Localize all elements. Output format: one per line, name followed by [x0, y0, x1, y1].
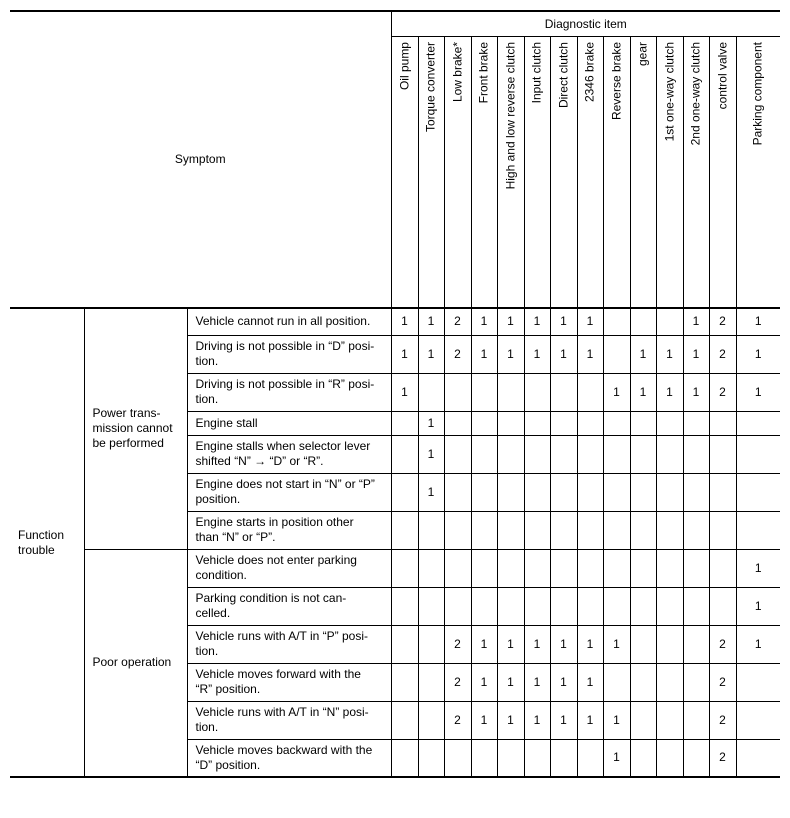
value-cell: 1	[736, 549, 780, 587]
diagnostic-item-header-cell	[603, 37, 630, 309]
value-cell: 1	[391, 373, 418, 411]
diagnostic-item-header-cell	[550, 37, 577, 309]
header-row-top	[10, 11, 780, 37]
value-cell	[550, 587, 577, 625]
value-cell	[471, 473, 497, 511]
value-cell: 2	[709, 701, 736, 739]
value-cell: 2	[444, 663, 471, 701]
value-cell	[444, 739, 471, 777]
symptom-cell: Vehicle runs with A/T in “P” posi- tion.	[187, 625, 391, 663]
value-cell	[736, 701, 780, 739]
value-cell: 1	[577, 308, 603, 335]
value-cell	[630, 739, 656, 777]
value-cell	[709, 411, 736, 435]
value-cell: 1	[550, 335, 577, 373]
value-cell	[391, 587, 418, 625]
symptom-cell: Vehicle moves forward with the “R” position.	[187, 663, 391, 701]
value-cell: 1	[418, 335, 444, 373]
value-cell	[471, 587, 497, 625]
value-cell: 2	[709, 663, 736, 701]
value-cell	[709, 511, 736, 549]
diagnostic-table	[10, 10, 780, 778]
diagnostic-item-label: Torque converter	[423, 42, 438, 133]
value-cell	[444, 473, 471, 511]
diagnostic-item-header-cell	[683, 37, 709, 309]
value-cell: 2	[444, 625, 471, 663]
diagnostic-item-label: Low brake*	[450, 42, 464, 103]
symptom-cell: Driving is not possible in “R” posi- tion.	[187, 373, 391, 411]
value-cell	[524, 511, 550, 549]
symptom-cell: Vehicle cannot run in all position.	[187, 308, 391, 335]
diagnostic-item-label: Oil pump	[397, 42, 411, 91]
subgroup-poor-operation: Poor operation	[84, 549, 187, 777]
value-cell	[683, 511, 709, 549]
value-cell	[550, 473, 577, 511]
value-cell	[418, 739, 444, 777]
value-cell	[630, 701, 656, 739]
value-cell	[391, 625, 418, 663]
value-cell	[550, 435, 577, 473]
value-cell	[471, 373, 497, 411]
value-cell	[656, 549, 683, 587]
symptom-cell: Engine stall	[187, 411, 391, 435]
value-cell	[603, 411, 630, 435]
diagnostic-item-label: High and low reverse clutch	[503, 42, 517, 190]
symptom-cell: Vehicle runs with A/T in “N” posi- tion.	[187, 701, 391, 739]
symptom-cell: Vehicle moves backward with the “D” position.	[187, 739, 391, 777]
value-cell: 1	[418, 435, 444, 473]
value-cell	[683, 701, 709, 739]
value-cell: 1	[736, 308, 780, 335]
value-cell: 1	[524, 663, 550, 701]
value-cell	[391, 663, 418, 701]
value-cell: 1	[471, 663, 497, 701]
value-cell: 1	[577, 335, 603, 373]
value-cell	[418, 663, 444, 701]
value-cell: 1	[524, 701, 550, 739]
diagnostic-item-header-cell	[497, 37, 524, 309]
value-cell	[524, 435, 550, 473]
value-cell	[524, 411, 550, 435]
value-cell	[444, 549, 471, 587]
diagnostic-item-header-cell	[656, 37, 683, 309]
diagnostic-item-label: 1st one-way clutch	[662, 42, 676, 142]
value-cell	[709, 435, 736, 473]
value-cell: 1	[577, 701, 603, 739]
value-cell	[550, 373, 577, 411]
value-cell	[391, 511, 418, 549]
value-cell	[418, 511, 444, 549]
value-cell	[418, 587, 444, 625]
value-cell	[656, 473, 683, 511]
diagnostic-item-header: Diagnostic item	[391, 11, 780, 37]
value-cell	[683, 435, 709, 473]
table-row	[10, 549, 780, 587]
value-cell	[736, 511, 780, 549]
value-cell	[630, 511, 656, 549]
value-cell	[736, 473, 780, 511]
value-cell: 2	[709, 625, 736, 663]
value-cell	[444, 411, 471, 435]
value-cell: 1	[471, 701, 497, 739]
value-cell: 1	[736, 373, 780, 411]
value-cell: 1	[418, 411, 444, 435]
value-cell	[497, 435, 524, 473]
diagnostic-item-label: 2346 brake	[582, 42, 597, 103]
value-cell	[577, 411, 603, 435]
diagnostic-item-header-cell	[524, 37, 550, 309]
value-cell	[444, 435, 471, 473]
group-function-trouble: Function trouble	[10, 308, 84, 777]
value-cell	[603, 587, 630, 625]
table-row	[10, 308, 780, 335]
value-cell	[391, 701, 418, 739]
value-cell: 1	[656, 335, 683, 373]
value-cell	[630, 625, 656, 663]
diagnostic-item-label: Front brake	[476, 42, 491, 104]
value-cell: 1	[418, 308, 444, 335]
value-cell	[497, 739, 524, 777]
value-cell	[471, 435, 497, 473]
value-cell: 1	[497, 625, 524, 663]
value-cell: 1	[391, 308, 418, 335]
value-cell	[497, 411, 524, 435]
value-cell	[656, 663, 683, 701]
value-cell: 1	[683, 335, 709, 373]
value-cell: 1	[497, 701, 524, 739]
diagnostic-item-label: Direct clutch	[556, 42, 570, 109]
value-cell: 1	[550, 663, 577, 701]
value-cell: 1	[550, 308, 577, 335]
value-cell: 1	[656, 373, 683, 411]
value-cell	[471, 549, 497, 587]
value-cell	[683, 739, 709, 777]
value-cell	[524, 739, 550, 777]
value-cell	[630, 663, 656, 701]
value-cell	[418, 549, 444, 587]
value-cell: 2	[709, 335, 736, 373]
value-cell	[418, 701, 444, 739]
value-cell	[656, 587, 683, 625]
value-cell	[683, 473, 709, 511]
diagnostic-item-label: Input clutch	[529, 42, 544, 104]
value-cell	[630, 473, 656, 511]
value-cell	[709, 473, 736, 511]
value-cell	[683, 549, 709, 587]
value-cell	[497, 373, 524, 411]
value-cell	[418, 373, 444, 411]
value-cell: 1	[736, 625, 780, 663]
value-cell	[656, 308, 683, 335]
value-cell: 1	[683, 373, 709, 411]
value-cell	[524, 373, 550, 411]
value-cell: 2	[709, 308, 736, 335]
value-cell	[444, 373, 471, 411]
value-cell: 2	[709, 739, 736, 777]
value-cell	[736, 739, 780, 777]
value-cell	[577, 473, 603, 511]
value-cell	[471, 511, 497, 549]
value-cell	[577, 587, 603, 625]
value-cell	[550, 511, 577, 549]
value-cell: 1	[603, 625, 630, 663]
value-cell	[391, 435, 418, 473]
value-cell	[683, 625, 709, 663]
value-cell: 1	[630, 373, 656, 411]
symptom-cell: Parking condition is not can- celled.	[187, 587, 391, 625]
value-cell	[630, 435, 656, 473]
diagnostic-item-header-cell	[736, 37, 780, 309]
value-cell	[391, 411, 418, 435]
diagnostic-item-header-cell	[709, 37, 736, 309]
value-cell	[630, 549, 656, 587]
value-cell	[603, 663, 630, 701]
subgroup-power-transmission: Power trans- mission cannot be performed	[84, 308, 187, 549]
value-cell: 1	[418, 473, 444, 511]
value-cell	[497, 511, 524, 549]
value-cell: 1	[630, 335, 656, 373]
symptom-cell: Engine starts in position other than “N” or “P”.	[187, 511, 391, 549]
value-cell	[630, 308, 656, 335]
diagnostic-item-header-cell	[577, 37, 603, 309]
value-cell	[603, 435, 630, 473]
symptom-header: Symptom	[10, 11, 391, 308]
value-cell	[471, 739, 497, 777]
value-cell	[577, 373, 603, 411]
value-cell	[418, 625, 444, 663]
value-cell	[603, 308, 630, 335]
value-cell	[524, 587, 550, 625]
diagnostic-item-header-cell	[391, 37, 418, 309]
value-cell	[736, 411, 780, 435]
value-cell	[550, 739, 577, 777]
value-cell: 1	[524, 308, 550, 335]
value-cell	[656, 435, 683, 473]
symptom-cell: Engine does not start in “N” or “P” position.	[187, 473, 391, 511]
value-cell: 1	[497, 663, 524, 701]
value-cell: 2	[444, 701, 471, 739]
table-body	[10, 11, 780, 777]
value-cell	[524, 549, 550, 587]
value-cell	[577, 435, 603, 473]
value-cell	[630, 411, 656, 435]
value-cell: 1	[603, 701, 630, 739]
value-cell: 1	[497, 308, 524, 335]
symptom-cell: Engine stalls when selector lever shifted “N” → “D” or “R”.	[187, 435, 391, 473]
value-cell	[656, 411, 683, 435]
value-cell	[656, 739, 683, 777]
value-cell	[391, 549, 418, 587]
diagnostic-item-header-cell	[471, 37, 497, 309]
value-cell: 2	[444, 308, 471, 335]
value-cell	[736, 663, 780, 701]
value-cell: 1	[497, 335, 524, 373]
diagnostic-item-header-cell	[630, 37, 656, 309]
value-cell	[577, 739, 603, 777]
value-cell	[709, 549, 736, 587]
diagnostic-item-label: gear	[635, 42, 650, 67]
value-cell	[497, 549, 524, 587]
value-cell	[550, 411, 577, 435]
value-cell: 1	[550, 625, 577, 663]
symptom-cell: Driving is not possible in “D” posi- tion.	[187, 335, 391, 373]
value-cell	[683, 663, 709, 701]
value-cell: 2	[444, 335, 471, 373]
value-cell	[577, 511, 603, 549]
diagnostic-item-label: 2nd one-way clutch	[688, 42, 703, 146]
value-cell: 1	[603, 739, 630, 777]
value-cell: 1	[524, 625, 550, 663]
diagnostic-item-label: Parking component	[750, 42, 765, 146]
value-cell	[524, 473, 550, 511]
value-cell	[709, 587, 736, 625]
diagnostic-item-label: Reverse brake	[609, 42, 623, 121]
value-cell: 1	[577, 625, 603, 663]
value-cell	[391, 739, 418, 777]
value-cell	[603, 335, 630, 373]
value-cell	[736, 435, 780, 473]
value-cell	[683, 411, 709, 435]
diagnostic-item-label: control valve	[715, 42, 729, 110]
value-cell: 2	[709, 373, 736, 411]
value-cell: 1	[391, 335, 418, 373]
value-cell	[683, 587, 709, 625]
value-cell	[656, 701, 683, 739]
value-cell	[603, 511, 630, 549]
value-cell	[497, 473, 524, 511]
value-cell: 1	[683, 308, 709, 335]
value-cell: 1	[471, 308, 497, 335]
diagnostic-item-header-cell	[444, 37, 471, 309]
value-cell	[550, 549, 577, 587]
value-cell: 1	[471, 335, 497, 373]
value-cell	[391, 473, 418, 511]
value-cell	[603, 473, 630, 511]
value-cell: 1	[736, 335, 780, 373]
value-cell	[577, 549, 603, 587]
value-cell: 1	[550, 701, 577, 739]
value-cell	[444, 587, 471, 625]
diagnostic-item-header-cell	[418, 37, 444, 309]
value-cell: 1	[524, 335, 550, 373]
value-cell	[656, 511, 683, 549]
value-cell: 1	[603, 373, 630, 411]
value-cell	[444, 511, 471, 549]
value-cell: 1	[577, 663, 603, 701]
value-cell	[630, 587, 656, 625]
symptom-cell: Vehicle does not enter parking condition.	[187, 549, 391, 587]
value-cell	[471, 411, 497, 435]
value-cell: 1	[736, 587, 780, 625]
value-cell	[656, 625, 683, 663]
value-cell	[497, 587, 524, 625]
value-cell: 1	[471, 625, 497, 663]
value-cell	[603, 549, 630, 587]
